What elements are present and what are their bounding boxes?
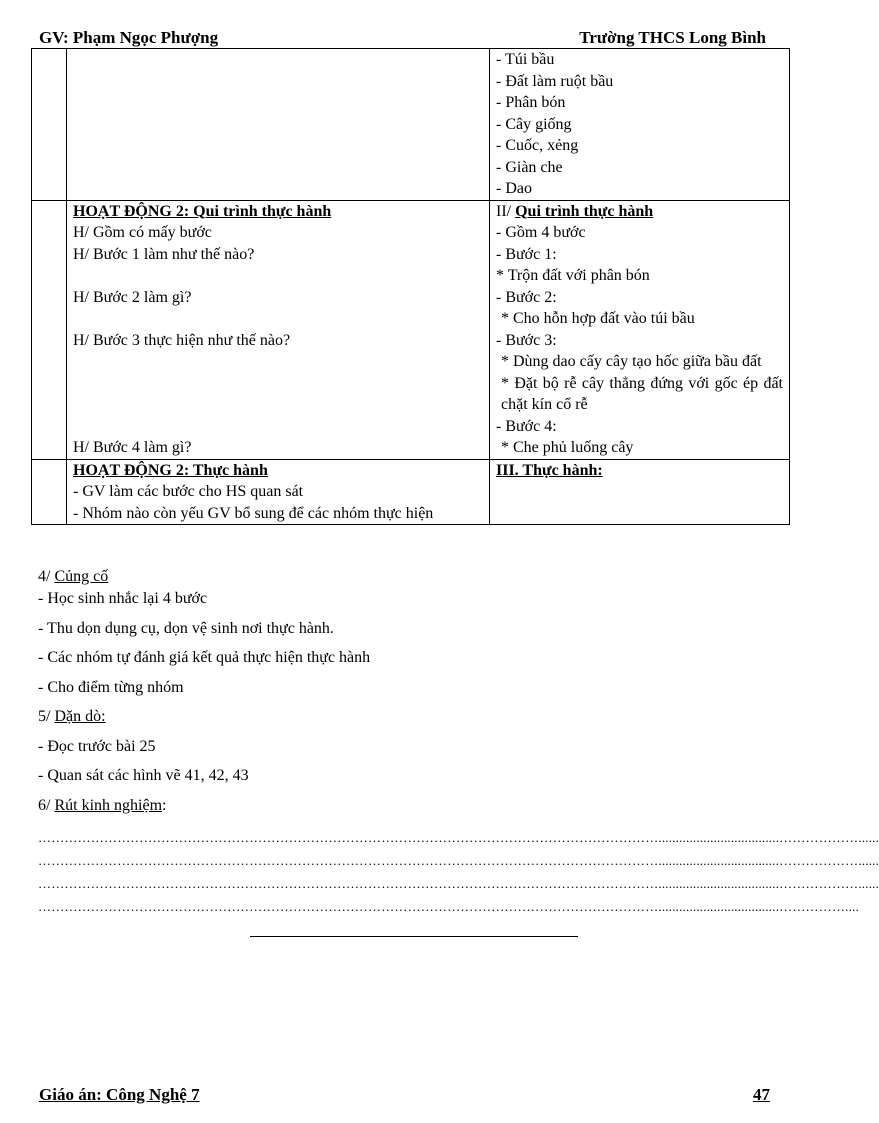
material-item: - Giàn che: [496, 158, 563, 176]
activity-title: HOẠT ĐỘNG 2: Thực hành: [73, 461, 268, 479]
question: H/ Bước 3 thực hiện như thế nào?: [73, 331, 291, 349]
answer: - Gồm 4 bước: [496, 224, 586, 241]
homework-heading: [38, 706, 778, 728]
section-prefix: 6/: [38, 796, 55, 814]
step-detail: * Trộn đất với phân bón: [496, 267, 650, 284]
material-item: - Túi bầu: [496, 51, 555, 68]
material-item: - Đất làm ruột bầu: [496, 72, 614, 90]
dotted-line: ……………………………………………………………………………………………………………………………...................................………………......: [38, 876, 879, 891]
spacer: [73, 394, 483, 416]
step-label: - Bước 2:: [496, 288, 557, 306]
section-heading: [496, 201, 783, 223]
table-cell-index: [32, 200, 67, 459]
table-cell-activity: [67, 200, 490, 459]
dotted-line: ……………………………………………………………………………………………………………………………...................................………………......: [38, 830, 879, 845]
end-divider: [250, 936, 578, 937]
step-detail: * Cho hỗn hợp đất vào túi bầu: [501, 310, 695, 327]
step-label: - Bước 4:: [496, 417, 557, 435]
question: H/ Gồm có mấy bước: [73, 224, 212, 241]
list-item: - Quan sát các hình vẽ 41, 42, 43: [38, 767, 249, 784]
section-title: Củng cố: [54, 568, 109, 585]
spacer: [73, 351, 483, 373]
spacer: [73, 373, 483, 395]
table-cell-content: [490, 200, 790, 459]
step-label: - Bước 1:: [496, 245, 557, 263]
activity-title: HOẠT ĐỘNG 2: Qui trình thực hành: [73, 202, 332, 220]
lesson-conclusion: [38, 566, 778, 824]
experience-heading: [38, 795, 778, 817]
list-item: - Các nhóm tự đánh giá kết quả thực hiện thực hành: [38, 649, 371, 666]
step-detail: * Dùng dao cấy cây tạo hốc giữa bầu đất: [501, 353, 762, 370]
dotted-line: ……………………………………………………………………………………………………………………………...................................……………....: [38, 899, 859, 914]
consolidation-heading: [38, 566, 778, 588]
question: H/ Bước 4 làm gì?: [73, 439, 192, 456]
section-title: Rút kinh nghiệm: [54, 796, 163, 814]
table-row: [32, 49, 790, 201]
section-prefix: II/: [496, 202, 516, 220]
list-item: - Thu dọn dụng cụ, dọn vệ sinh nơi thực hành.: [38, 619, 334, 637]
material-item: - Cuốc, xẻng: [496, 137, 579, 154]
table-row: [32, 200, 790, 459]
material-item: - Dao: [496, 180, 532, 197]
table-cell-index: [32, 459, 67, 525]
activity-item: - GV làm các bước cho HS quan sát: [73, 483, 304, 500]
question: H/ Bước 1 làm như thế nào?: [73, 245, 255, 263]
table-cell-content: [490, 459, 790, 525]
notes-lines: [38, 826, 879, 918]
section-prefix: 5/: [38, 708, 55, 725]
dotted-line: ……………………………………………………………………………………………………………………………...................................………………......: [38, 853, 879, 868]
step-label: - Bước 3:: [496, 331, 557, 349]
page-number: 47: [753, 1085, 770, 1104]
material-item: - Phân bón: [496, 94, 566, 111]
section-title: Dặn dò:: [54, 708, 106, 725]
list-item: - Đọc trước bài 25: [38, 737, 156, 755]
spacer: [73, 416, 483, 438]
spacer: [73, 308, 483, 330]
table-cell-activity: [67, 49, 490, 201]
table-cell-index: [32, 49, 67, 201]
list-item: - Học sinh nhắc lại 4 bước: [38, 590, 208, 607]
step-detail: * Đặt bộ rễ cây thẳng đứng với gốc ép đất chặt kín cổ rễ: [501, 374, 783, 413]
step-detail: * Che phủ luống cây: [501, 439, 634, 456]
activity-item: - Nhóm nào còn yếu GV bổ sung để các nhóm thực hiện: [73, 504, 434, 522]
section-title: Qui trình thực hành: [515, 202, 654, 220]
teacher-name: GV: Phạm Ngọc Phượng: [39, 28, 219, 47]
section-suffix: :: [162, 796, 167, 814]
spacer: [73, 265, 483, 287]
table-cell-content: [490, 49, 790, 201]
subject-footer: Giáo án: Công Nghệ 7: [39, 1085, 200, 1104]
section-prefix: 4/: [38, 568, 55, 585]
material-item: - Cây giống: [496, 115, 572, 133]
section-title: III. Thực hành:: [496, 461, 603, 479]
table-row: [32, 459, 790, 525]
school-name: Trường THCS Long Bình: [579, 28, 766, 47]
lesson-table: [31, 48, 790, 525]
list-item: - Cho điểm từng nhóm: [38, 678, 184, 696]
question: H/ Bước 2 làm gì?: [73, 288, 192, 306]
table-cell-activity: [67, 459, 490, 525]
